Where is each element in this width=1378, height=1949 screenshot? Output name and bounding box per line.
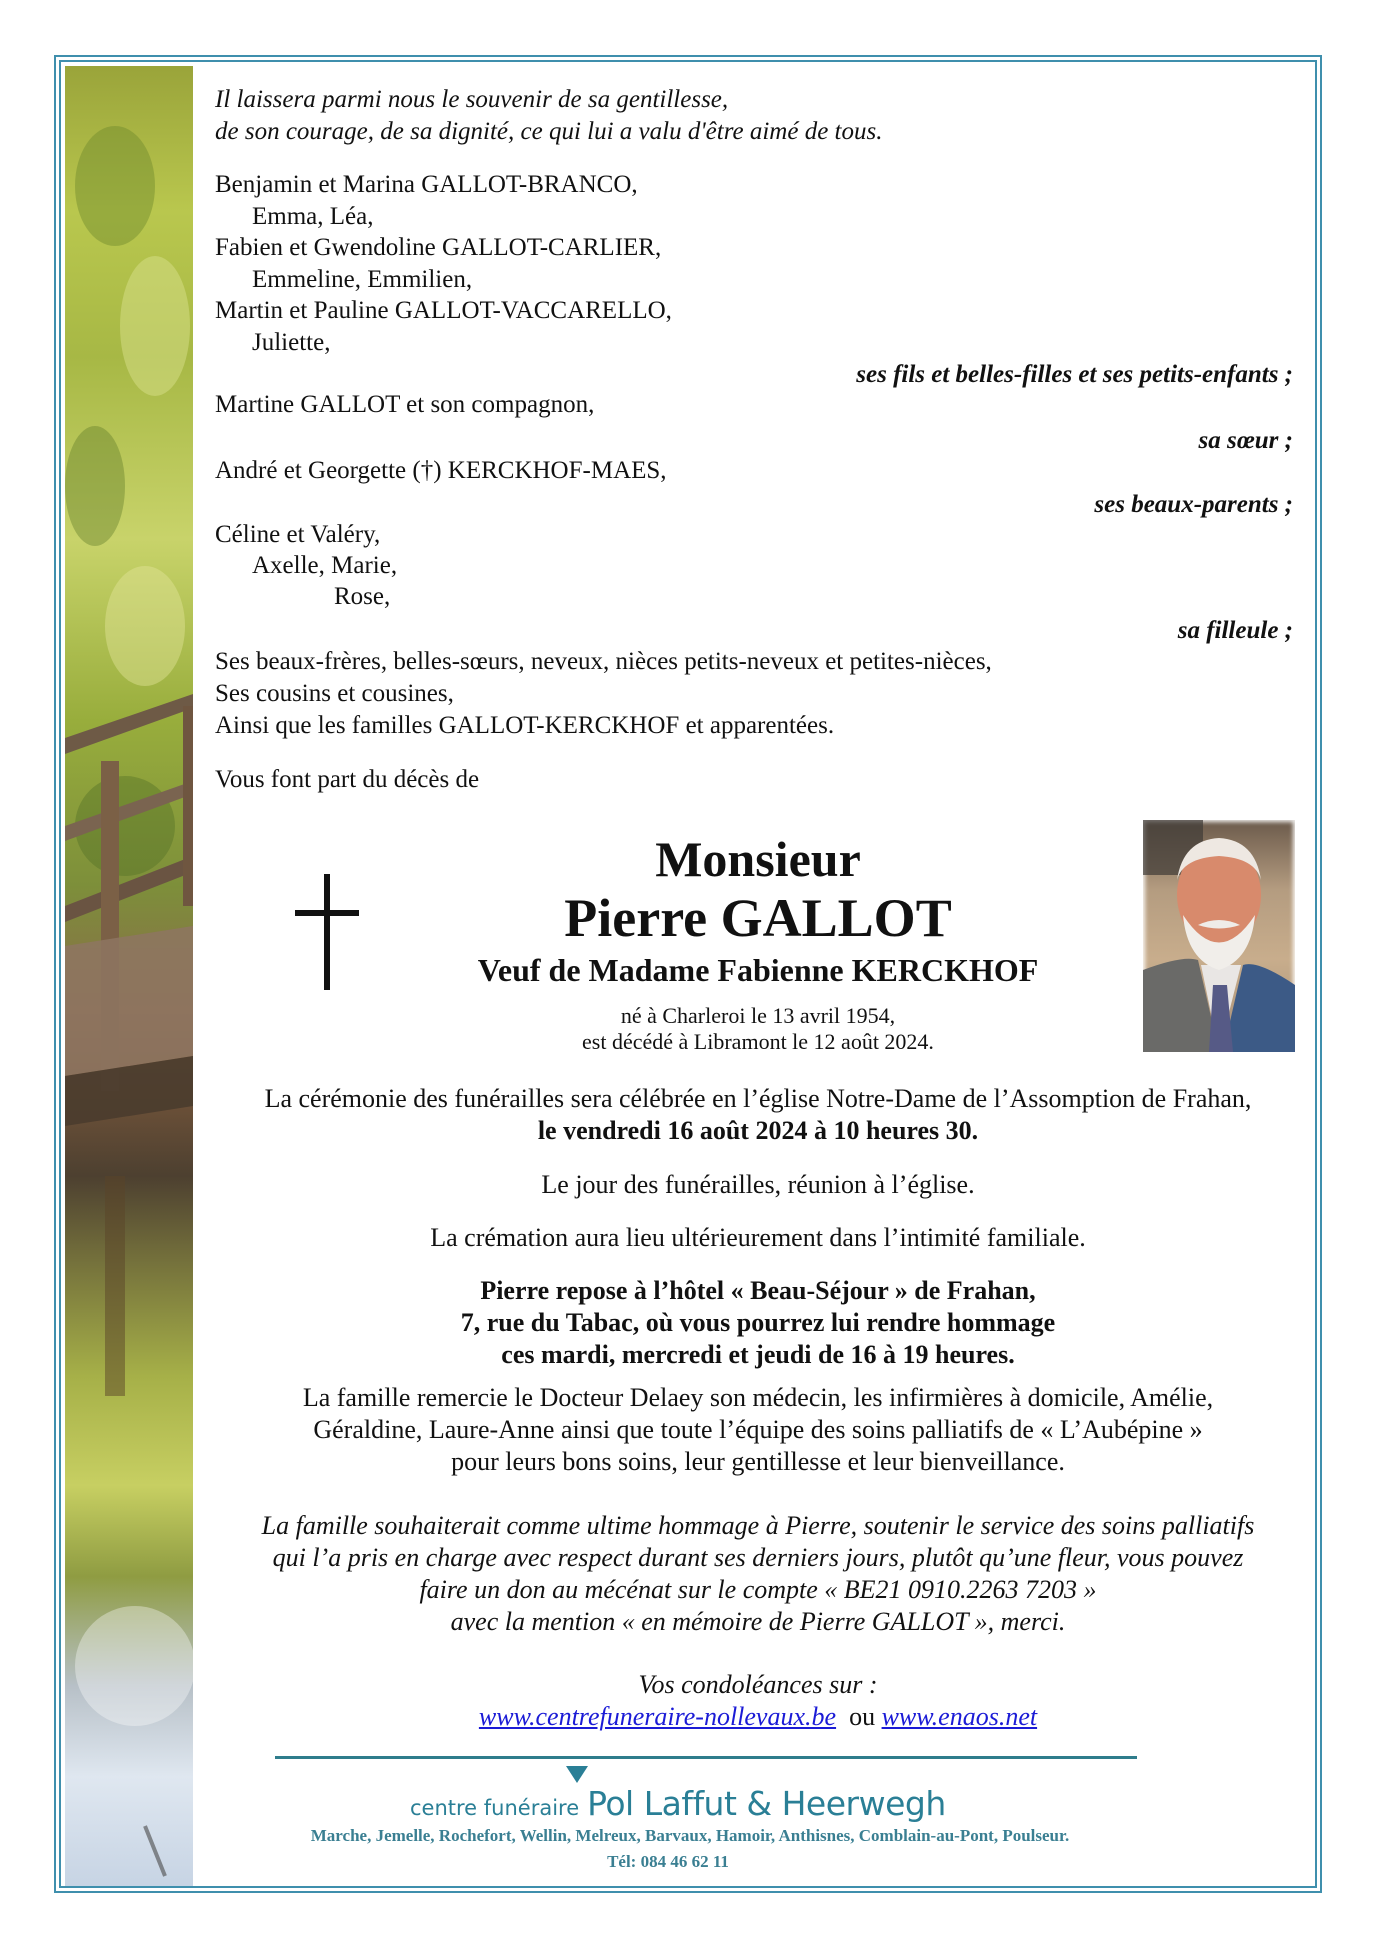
thanks-text: Géraldine, Laure-Anne ainsi que toute l’équipe des soins palliatifs de « L’Aubépine » xyxy=(313,1415,1203,1444)
family-children: Axelle, Marie, xyxy=(252,552,398,579)
logo-prefix: centre funéraire xyxy=(410,1796,580,1820)
deceased-widower: Veuf de Madame Fabienne KERCKHOF xyxy=(477,952,1039,988)
triangle-icon xyxy=(566,1766,588,1783)
family-member: Fabien et Gwendoline GALLOT-CARLIER, xyxy=(215,234,662,261)
footer-logo xyxy=(410,1786,946,1822)
condolences-links xyxy=(0,1702,1378,1732)
visitation-text: ces mardi, mercredi et jeudi de 16 à 19 heures. xyxy=(501,1340,1015,1369)
ceremony-date: le vendredi 16 août 2024 à 10 heures 30. xyxy=(537,1116,979,1145)
deceased-name: Pierre GALLOT xyxy=(564,888,952,948)
cremation-text: La crémation aura lieu ultérieurement dans l’intimité familiale. xyxy=(430,1223,1086,1252)
footer-divider xyxy=(275,1756,1137,1759)
deceased-birth: né à Charleroi le 13 avril 1954, xyxy=(620,1003,896,1028)
thanks-text: La famille remercie le Docteur Delaey son médecin, les infirmières à domicile, Amélie, xyxy=(302,1383,1214,1412)
family-member: Martin et Pauline GALLOT-VACCARELLO, xyxy=(215,297,672,324)
portrait-illustration xyxy=(1143,820,1295,1052)
announcement-text: Vous font part du décès de xyxy=(215,766,480,793)
visitation-text: Pierre repose à l’hôtel « Beau-Séjour » de Frahan, xyxy=(480,1276,1036,1305)
logo-brand: Pol Laffut & Heerwegh xyxy=(587,1784,946,1823)
deceased-photo xyxy=(1143,820,1295,1052)
family-member: Céline et Valéry, xyxy=(215,521,381,548)
condolence-link-nollevaux[interactable]: www.centrefuneraire-nollevaux.be xyxy=(478,1702,837,1731)
epigraph-line: de son courage, de sa dignité, ce qui lui a valu d'être aimé de tous. xyxy=(215,118,883,145)
link-separator: ou xyxy=(849,1702,876,1731)
relation-label: sa filleule ; xyxy=(1177,617,1293,644)
relation-label: ses beaux-parents ; xyxy=(1094,491,1293,518)
family-children: Juliette, xyxy=(252,329,331,356)
epigraph-line: Il laissera parmi nous le souvenir de sa gentillesse, xyxy=(215,86,729,113)
condolences-label: Vos condoléances sur : xyxy=(638,1670,878,1699)
family-children: Emmeline, Emmilien, xyxy=(252,266,473,293)
family-member: André et Georgette (†) KERCKHOF-MAES, xyxy=(215,457,667,484)
donation-text: qui l’a pris en charge avec respect durant ses derniers jours, plutôt qu’une fleur, vous pouvez xyxy=(272,1543,1244,1572)
ceremony-text: La cérémonie des funérailles sera célébrée en l’église Notre-Dame de l’Assomption de Frahan, xyxy=(264,1084,1252,1113)
donation-text: La famille souhaiterait comme ultime hommage à Pierre, soutenir le service des soins palliatifs xyxy=(261,1511,1255,1540)
footer-towns: Marche, Jemelle, Rochefort, Wellin, Melreux, Barvaux, Hamoir, Anthisnes, Comblain-au-Pont, Poulseur. xyxy=(310,1826,1070,1845)
condolence-link-enaos[interactable]: www.enaos.net xyxy=(881,1702,1038,1731)
meeting-text: Le jour des funérailles, réunion à l’église. xyxy=(541,1170,975,1199)
deceased-death: est décédé à Libramont le 12 août 2024. xyxy=(582,1029,934,1054)
family-member: Martine GALLOT et son compagnon, xyxy=(215,391,595,418)
deceased-title: Monsieur xyxy=(655,831,861,887)
donation-text: avec la mention « en mémoire de Pierre GALLOT », merci. xyxy=(450,1607,1066,1636)
family-others: Ses cousins et cousines, xyxy=(215,680,454,707)
thanks-text: pour leurs bons soins, leur gentillesse et leur bienveillance. xyxy=(451,1447,1065,1476)
family-children: Emma, Léa, xyxy=(252,203,374,230)
family-others: Ainsi que les familles GALLOT-KERCKHOF et apparentées. xyxy=(215,712,835,739)
family-member: Benjamin et Marina GALLOT-BRANCO, xyxy=(215,171,638,198)
visitation-text: 7, rue du Tabac, où vous pourrez lui rendre hommage xyxy=(460,1308,1056,1337)
footer-phone: Tél: 084 46 62 11 xyxy=(607,1852,729,1871)
family-others: Ses beaux-frères, belles-sœurs, neveux, nièces petits-neveux et petites-nièces, xyxy=(215,648,992,675)
family-children: Rose, xyxy=(334,583,391,610)
relation-label: ses fils et belles-filles et ses petits-enfants ; xyxy=(856,361,1293,388)
donation-text: faire un don au mécénat sur le compte « BE21 0910.2263 7203 » xyxy=(419,1575,1097,1604)
relation-label: sa sœur ; xyxy=(1198,427,1293,454)
